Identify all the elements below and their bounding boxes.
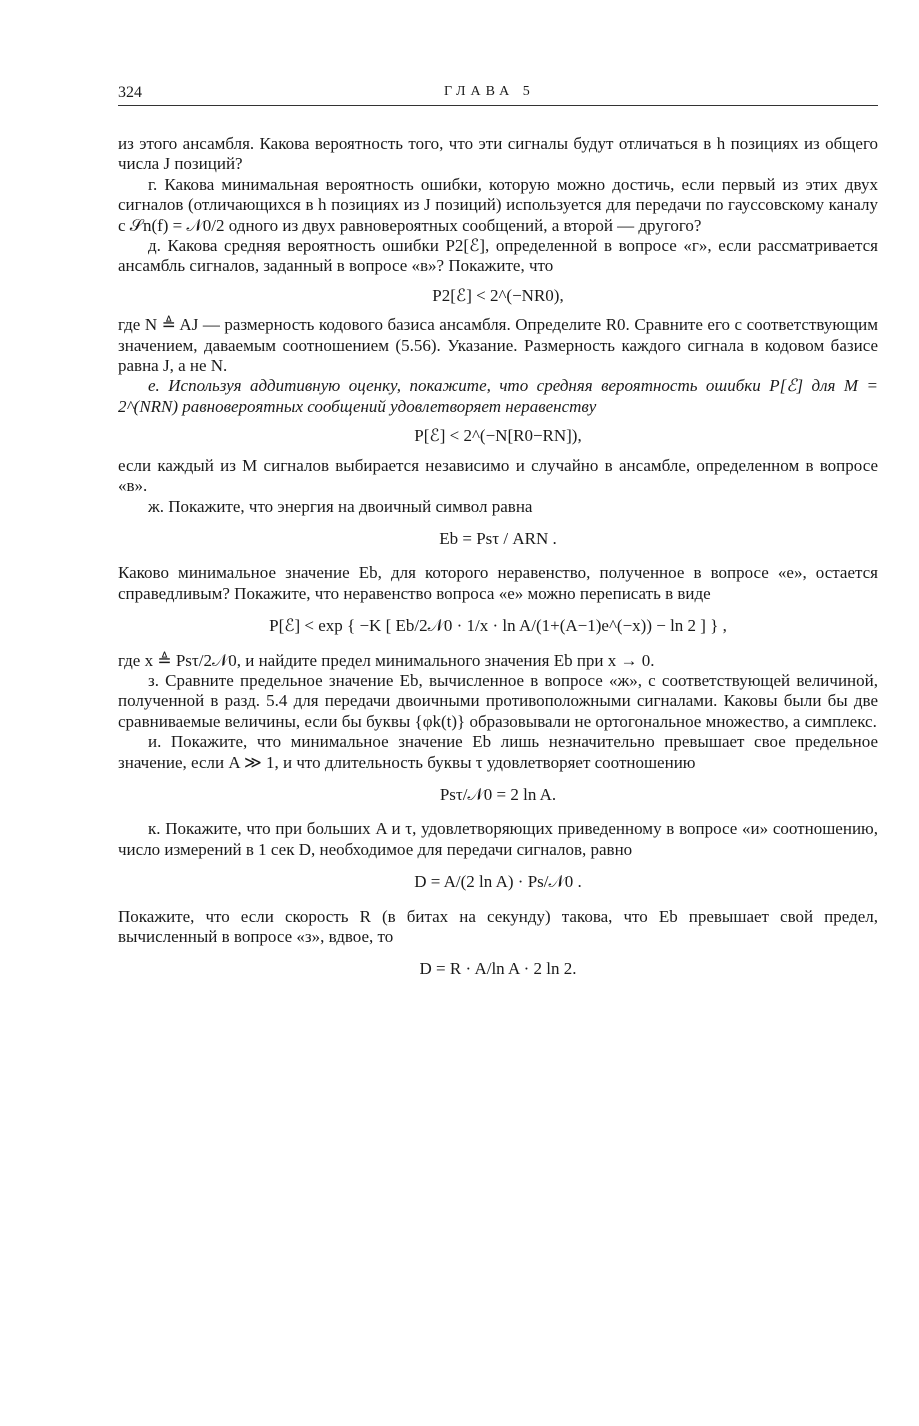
paragraph-e: е. Используя аддитивную оценку, покажите, что средняя вероятность ошибки P[ℰ] для M = 2^(NRN) равновероятных сообщений удовлетворяет неравенству [118,376,878,416]
equation-2: P[ℰ] < 2^(−N[R0−RN]), [414,426,582,446]
header-rule [118,105,878,106]
page-body [118,134,878,980]
page [118,84,878,994]
paragraph-1: из этого ансамбля. Какова вероятность того, что эти сигналы будут отличаться в h позициях из общего числа J позиций? [118,134,878,174]
paragraph-i: и. Покажите, что минимальное значение Eb лишь незначительно превышает свое предельное значение, если A ≫ 1, и что длительность буквы τ удовлетворяет соотношению [118,732,878,772]
paragraph-k: к. Покажите, что при больших A и τ, удовлетворяющих приведенному в вопросе «и» соотношению, число измерений в 1 сек D, необходимое для передачи сигналов, равно [118,819,878,859]
equation-1: P2[ℰ] < 2^(−NR0), [432,285,564,305]
equation-3: Eb = Psτ / ARN . [439,528,557,548]
paragraph-zh: ж. Покажите, что энергия на двоичный символ равна [148,496,533,516]
paragraph-independent: если каждый из M сигналов выбирается независимо и случайно в ансамбле, определенном в вопросе «в». [118,455,878,496]
paragraph-x-def: где x ≜ Psτ/2𝒩0, и найдите предел минимального значения Eb при x → 0. [118,650,655,670]
paragraph-g: г. Какова минимальная вероятность ошибки, которую можно достичь, если первый из этих двух сигналов (отличающихся в h позициях из J позиций) используется для передачи по гауссовскому каналу с 𝒮n(f) = 𝒩0/2 одного из двух равновероятных сообщений, а второй — другого? [118,174,878,235]
page-number: 324 [118,84,142,101]
paragraph-rate: Покажите, что если скорость R (в битах на секунду) такова, что Eb превышает свой предел, вычисленный в вопросе «з», вдвое, то [118,906,878,946]
chapter-title: ГЛАВА 5 [444,84,535,99]
paragraph-z: з. Сравните предельное значение Eb, вычисленное в вопросе «ж», с соответствующей величиной, полученной в разд. 5.4 для передачи двоичными противоположными сигналами. Каковы были бы две сравниваемые величины, если бы буквы {φk(t)} образовывали не ортогональное множество, а симплекс. [118,670,878,731]
equation-7: D = R · A/ln A · 2 ln 2. [419,959,577,979]
paragraph-min-eb: Каково минимальное значение Eb, для которого неравенство, полученное в вопросе «е», остается справедливым? Покажите, что неравенство вопроса «е» можно переписать в виде [118,563,878,603]
equation-5: Psτ/𝒩0 = 2 ln A. [439,784,557,804]
page-header [118,84,878,106]
equation-6: D = A/(2 ln A) · Ps/𝒩0 . [414,872,582,892]
paragraph-d: д. Какова средняя вероятность ошибки P2[ℰ], определенной в вопросе «г», если рассматривается ансамбль сигналов, заданный в вопросе «в»? Покажите, что [118,236,878,276]
paragraph-dimension: где N ≜ AJ — размерность кодового базиса ансамбля. Определите R0. Сравните его с соответствующим значением, даваемым соотношением (5.56). Указание. Размерность каждого сигнала в кодовом базисе равна J, а не N. [118,315,878,376]
equation-4: P[ℰ] < exp { −K [ Eb/2𝒩0 · 1/x · ln A/(1+(A−1)e^(−x)) − ln 2 ] } , [269,616,727,636]
